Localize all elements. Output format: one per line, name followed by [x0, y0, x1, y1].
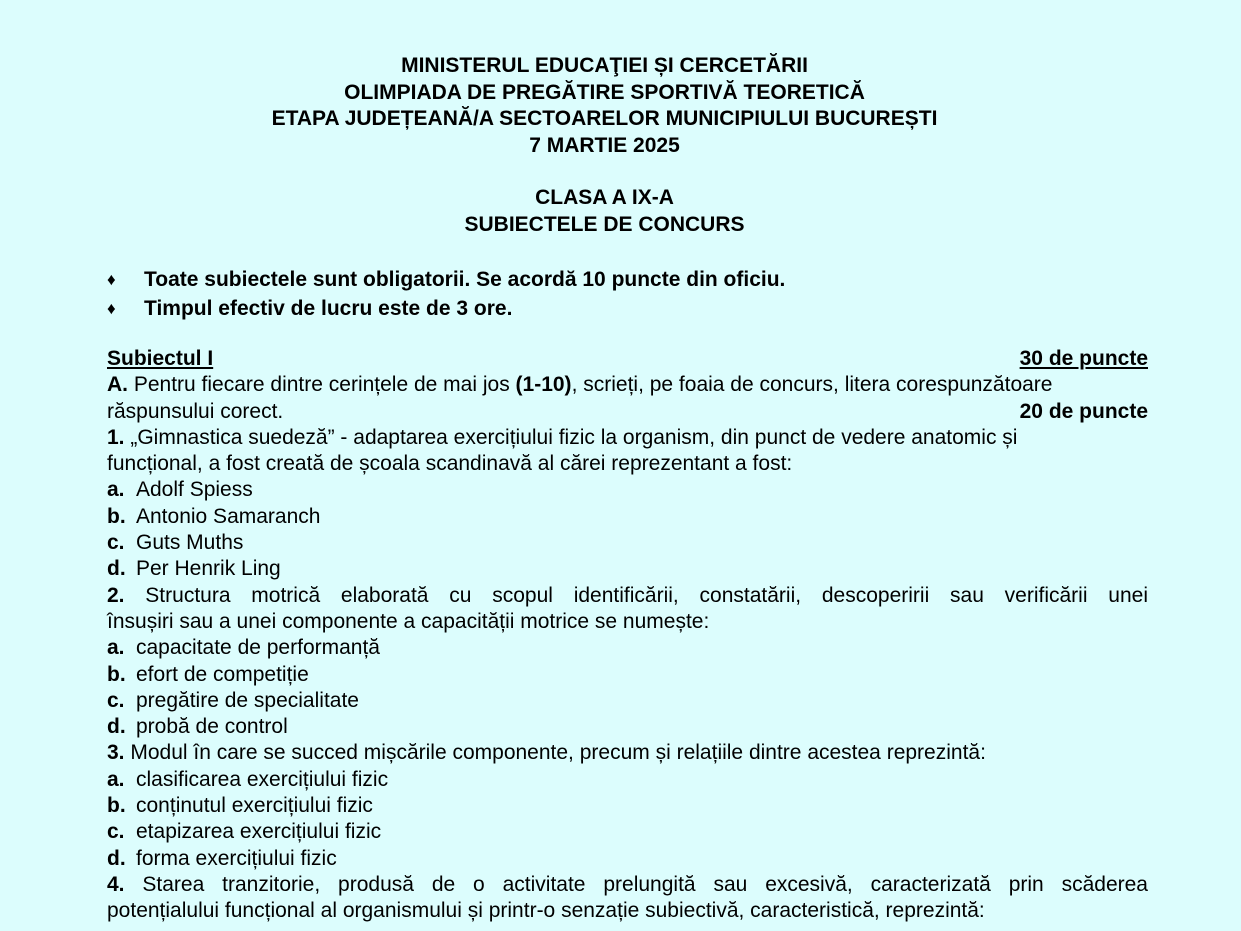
answer-option: c. pregătire de specialitate: [107, 688, 359, 712]
answer-option: b. efort de competiție: [107, 662, 309, 686]
exam-content: [107, 346, 1148, 925]
subjects-title: SUBIECTELE DE CONCURS: [464, 212, 745, 236]
ministry-title: MINISTERUL EDUCAŢIEI ȘI CERCETĂRII: [401, 54, 808, 77]
answer-option: b. Antonio Samaranch: [107, 504, 321, 528]
stage-title: ETAPA JUDEȚEANĂ/A SECTOARELOR MUNICIPIULUI BUCUREȘTI: [271, 107, 938, 130]
answer-option: d. Per Henrik Ling: [107, 557, 281, 581]
answer-option: c. Guts Muths: [107, 531, 244, 555]
subject-title: Subiectul I: [107, 347, 214, 370]
diamond-bullet-icon: ♦: [107, 299, 116, 318]
exam-date: 7 MARTIE 2025: [529, 133, 680, 157]
subject-points: 30 de puncte: [1019, 347, 1148, 370]
rule-item: ♦ Timpul efectiv de lucru este de 3 ore.: [107, 294, 785, 323]
document-header: [0, 53, 1209, 238]
part-a-instructions: A. Pentru fiecare dintre cerințele de mai jos (1-10), scrieți, pe foaia de concurs, litera corespunzătoare: [107, 373, 1053, 397]
part-a-footer: răspunsului corect. 20 de puncte: [107, 399, 1148, 425]
rules-list: [107, 265, 785, 323]
subject-heading: [107, 346, 1148, 372]
question: 3. Modul în care se succed mișcările componente, precum și relațiile dintre acestea reprezintă: a. clasificarea exercițiului fizic b. conținutul exercițiului fizic c. etapizarea exercițiului fizic d. forma exercițiului fizic: [107, 740, 1148, 871]
answer-option: a. clasificarea exercițiului fizic: [107, 767, 389, 791]
answer-option: d. forma exercițiului fizic: [107, 846, 337, 870]
answer-option: c. etapizarea exercițiului fizic: [107, 820, 382, 844]
answer-option: a. capacitate de performanță: [107, 636, 380, 660]
question: 2. Structura motrică elaborată cu scopul identificării, constatării, descoperirii sau verificării unei însușiri sau a unei componente a capacității motrice se numește: a. capacitate de performanță b. efort de competiție c. pregătire de specialitate d. probă de control: [107, 583, 1148, 741]
question: 4. Starea tranzitorie, produsă de o activitate prelungită sau excesivă, caracterizată prin scăderea potențialului funcțional al organismului și printr-o senzație subiectivă, caracteristică, reprezintă:: [107, 872, 1148, 923]
rule-item: ♦ Toate subiectele sunt obligatorii. Se acordă 10 puncte din oficiu.: [107, 265, 785, 294]
diamond-bullet-icon: ♦: [107, 270, 116, 289]
answer-option: b. conținutul exercițiului fizic: [107, 794, 373, 818]
question: 1. „Gimnastica suedeză” - adaptarea exercițiului fizic la organism, din punct de vedere anatomic și funcțional, a fost creată de școala scandinavă al cărei reprezentant a fost: a. Adolf Spiess b. Antonio Samaranch c. Guts Muths d. Per Henrik Ling: [107, 425, 1148, 583]
olympiad-title: OLIMPIADA DE PREGĂTIRE SPORTIVĂ TEORETICĂ: [344, 80, 865, 104]
part-a-points: 20 de puncte: [1019, 399, 1148, 423]
answer-option: d. probă de control: [107, 715, 288, 739]
class-title: CLASA A IX-A: [535, 186, 674, 209]
answer-option: a. Adolf Spiess: [107, 478, 253, 502]
